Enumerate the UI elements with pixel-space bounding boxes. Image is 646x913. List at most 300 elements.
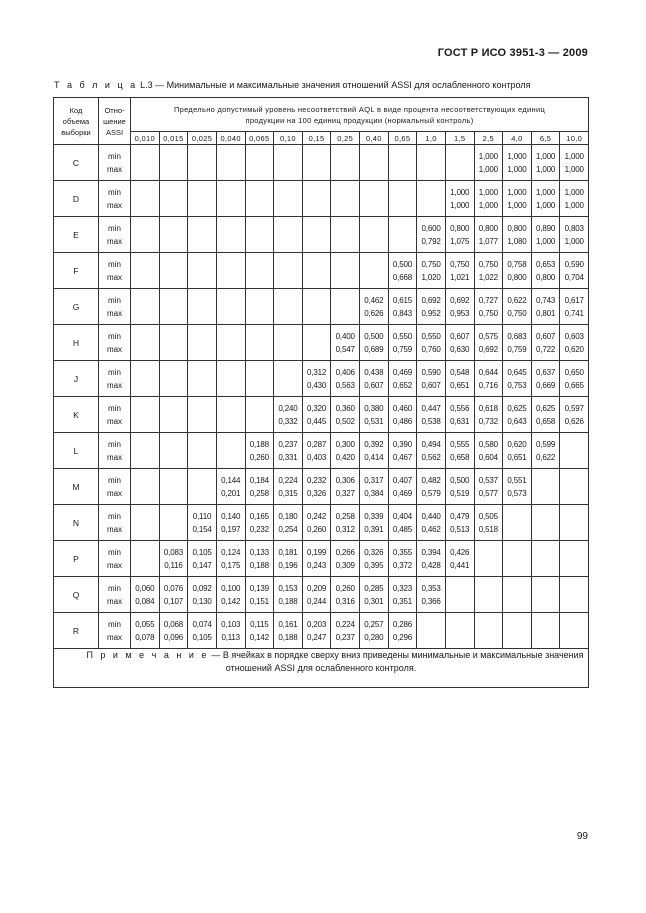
assi-value-cell [388, 613, 417, 649]
min-value: 0,199 [307, 547, 327, 557]
min-value: 0,320 [307, 403, 327, 413]
assi-value-cell [245, 577, 274, 613]
max-value: 0,232 [249, 524, 269, 534]
max-value: 0,562 [421, 452, 441, 462]
assi-value-cell [216, 577, 245, 613]
min-value: 0,180 [278, 511, 298, 521]
min-value: 0,482 [421, 475, 441, 485]
max-value: 0,843 [392, 308, 412, 318]
max-value: 1,000 [564, 164, 584, 174]
min-value: 0,599 [536, 439, 556, 449]
sample-size-code: C [54, 145, 99, 181]
assi-value-cell [274, 469, 303, 505]
sample-size-code: N [54, 505, 99, 541]
assi-value-cell [531, 397, 560, 433]
min-value: 1,000 [478, 187, 498, 197]
table-row [54, 505, 589, 541]
assi-value-cell [445, 433, 474, 469]
assi-value-cell [188, 577, 217, 613]
max-value: 0,759 [392, 344, 412, 354]
max-value: 0,800 [507, 272, 527, 282]
min-value: 0,575 [478, 331, 498, 341]
max-value: 0,196 [278, 560, 298, 570]
assi-value-cell [302, 613, 331, 649]
assi-value-cell [360, 253, 389, 289]
max-value: 0,244 [307, 596, 327, 606]
assi-value-cell [131, 361, 160, 397]
max-value: 1,000 [564, 236, 584, 246]
assi-value-cell [417, 577, 446, 613]
assi-value-cell [188, 541, 217, 577]
assi-value-cell [245, 541, 274, 577]
assi-value-cell [216, 541, 245, 577]
max-value: 0,154 [192, 524, 212, 534]
assi-value-cell [474, 397, 503, 433]
assi-value-cell [245, 145, 274, 181]
assi-value-cell [474, 289, 503, 325]
min-value: 0,537 [478, 475, 498, 485]
min-value: 0,074 [192, 619, 212, 629]
max-value: 0,254 [278, 524, 298, 534]
min-value: 0,597 [564, 403, 584, 413]
max-value: 0,296 [392, 632, 412, 642]
min-value: 0,237 [278, 439, 298, 449]
aql-header-cell: 0,015 [159, 132, 188, 145]
assi-value-cell [360, 325, 389, 361]
assi-value-cell [331, 397, 360, 433]
assi-value-cell [445, 397, 474, 433]
assi-value-cell [331, 325, 360, 361]
assi-value-cell [331, 217, 360, 253]
assi-value-cell [274, 505, 303, 541]
sample-size-code: Q [54, 577, 99, 613]
max-value: 0,626 [364, 308, 384, 318]
min-value: 0,266 [335, 547, 355, 557]
assi-value-cell [560, 397, 589, 433]
assi-value-cell [560, 325, 589, 361]
min-value: 0,590 [421, 367, 441, 377]
min-value: 0,645 [507, 367, 527, 377]
assi-value-cell [188, 505, 217, 541]
assi-value-cell [188, 397, 217, 433]
assi-value-cell [474, 505, 503, 541]
max-value: 0,084 [135, 596, 155, 606]
assi-value-cell [245, 181, 274, 217]
assi-value-cell [388, 289, 417, 325]
max-value: 0,105 [192, 632, 212, 642]
min-value: 0,550 [392, 331, 412, 341]
assi-value-cell [417, 289, 446, 325]
min-value: 0,404 [392, 511, 412, 521]
ratio-label-cell [99, 433, 131, 469]
table-row [54, 613, 589, 649]
sample-size-code: G [54, 289, 99, 325]
min-value: 0,500 [450, 475, 470, 485]
assi-value-cell [474, 613, 503, 649]
assi-value-cell [360, 289, 389, 325]
min-value: 0,692 [421, 295, 441, 305]
min-value: 1,000 [478, 151, 498, 161]
assi-value-cell [245, 469, 274, 505]
min-value: 0,743 [536, 295, 556, 305]
min-value: 0,083 [163, 547, 183, 557]
assi-value-cell [131, 613, 160, 649]
min-value: 0,692 [450, 295, 470, 305]
min-value: 0,438 [364, 367, 384, 377]
assi-value-cell [474, 541, 503, 577]
assi-value-cell [445, 505, 474, 541]
max-value: 0,197 [221, 524, 241, 534]
min-value: 0,161 [278, 619, 298, 629]
min-value: 0,618 [478, 403, 498, 413]
note-label: П р и м е ч а н и е [86, 650, 209, 660]
max-label: max [106, 488, 123, 498]
assi-value-cell [445, 469, 474, 505]
assi-value-cell [417, 217, 446, 253]
assi-value-cell [302, 145, 331, 181]
assi-value-cell [417, 469, 446, 505]
aql-header-cell: 0,025 [188, 132, 217, 145]
sample-size-code: E [54, 217, 99, 253]
max-value: 0,316 [335, 596, 355, 606]
max-value: 0,201 [221, 488, 241, 498]
min-value: 0,105 [192, 547, 212, 557]
aql-header-row [54, 132, 589, 145]
note-text: — В ячейках в порядке сверху вниз приведены минимальные и максимальные значения отношений ASSI для ослабленного контроля. [208, 650, 584, 673]
max-value: 0,607 [364, 380, 384, 390]
min-value: 0,505 [478, 511, 498, 521]
max-value: 0,351 [392, 596, 412, 606]
min-value: 0,407 [392, 475, 412, 485]
table-body [54, 145, 589, 649]
ratio-label-cell [99, 541, 131, 577]
assi-value-cell [159, 469, 188, 505]
max-label: max [106, 164, 123, 174]
aql-header-cell: 4,0 [503, 132, 532, 145]
max-value: 0,247 [307, 632, 327, 642]
max-value: 0,502 [335, 416, 355, 426]
assi-value-cell [417, 541, 446, 577]
min-value: 0,600 [421, 223, 441, 233]
assi-value-cell [445, 289, 474, 325]
col-header-code: Код объема выборки [54, 98, 99, 145]
assi-value-cell [131, 433, 160, 469]
ratio-label-cell [99, 217, 131, 253]
assi-ratio-table [53, 97, 589, 688]
assi-value-cell [388, 541, 417, 577]
table-row [54, 181, 589, 217]
min-value: 0,224 [335, 619, 355, 629]
max-value: 0,260 [249, 452, 269, 462]
min-label: min [108, 187, 121, 197]
assi-value-cell [388, 217, 417, 253]
table-row [54, 577, 589, 613]
min-value: 0,355 [392, 547, 412, 557]
min-value: 0,462 [364, 295, 384, 305]
min-label: min [108, 547, 121, 557]
min-label: min [108, 331, 121, 341]
sample-size-code: R [54, 613, 99, 649]
aql-header-cell: 0,065 [245, 132, 274, 145]
assi-value-cell [445, 577, 474, 613]
min-value: 0,800 [478, 223, 498, 233]
assi-value-cell [188, 217, 217, 253]
max-value: 1,080 [507, 236, 527, 246]
assi-value-cell [445, 181, 474, 217]
max-value: 0,607 [421, 380, 441, 390]
sample-size-code: F [54, 253, 99, 289]
min-value: 0,440 [421, 511, 441, 521]
assi-value-cell [445, 217, 474, 253]
min-value: 0,590 [564, 259, 584, 269]
assi-value-cell [331, 433, 360, 469]
max-label: max [106, 596, 123, 606]
max-value: 0,309 [335, 560, 355, 570]
assi-value-cell [302, 397, 331, 433]
max-value: 0,462 [421, 524, 441, 534]
min-value: 0,133 [249, 547, 269, 557]
assi-value-cell [245, 217, 274, 253]
max-value: 0,573 [507, 488, 527, 498]
max-value: 0,366 [421, 596, 441, 606]
min-value: 0,153 [278, 583, 298, 593]
min-value: 0,144 [221, 475, 241, 485]
max-value: 0,741 [564, 308, 584, 318]
min-value: 0,644 [478, 367, 498, 377]
assi-value-cell [159, 505, 188, 541]
min-value: 0,400 [335, 331, 355, 341]
assi-value-cell [360, 145, 389, 181]
max-value: 0,147 [192, 560, 212, 570]
min-value: 0,727 [478, 295, 498, 305]
assi-value-cell [531, 181, 560, 217]
assi-value-cell [360, 541, 389, 577]
assi-value-cell [445, 253, 474, 289]
min-value: 1,000 [536, 151, 556, 161]
max-value: 0,604 [478, 452, 498, 462]
min-value: 0,460 [392, 403, 412, 413]
max-value: 0,792 [421, 236, 441, 246]
assi-value-cell [188, 289, 217, 325]
assi-value-cell [331, 181, 360, 217]
assi-value-cell [274, 325, 303, 361]
min-value: 0,617 [564, 295, 584, 305]
assi-value-cell [474, 325, 503, 361]
assi-value-cell [131, 325, 160, 361]
assi-value-cell [131, 217, 160, 253]
max-value: 1,000 [536, 236, 556, 246]
min-value: 0,551 [507, 475, 527, 485]
sample-size-code: P [54, 541, 99, 577]
max-label: max [106, 344, 123, 354]
min-value: 0,115 [250, 619, 269, 629]
max-value: 0,732 [478, 416, 498, 426]
max-value: 0,519 [450, 488, 470, 498]
max-value: 0,258 [249, 488, 269, 498]
assi-value-cell [503, 217, 532, 253]
min-value: 0,224 [278, 475, 298, 485]
assi-value-cell [503, 361, 532, 397]
assi-value-cell [274, 397, 303, 433]
max-value: 0,260 [307, 524, 327, 534]
assi-value-cell [274, 145, 303, 181]
assi-value-cell [417, 613, 446, 649]
min-value: 0,055 [135, 619, 155, 629]
min-value: 0,622 [507, 295, 527, 305]
min-value: 0,447 [421, 403, 441, 413]
max-value: 0,384 [364, 488, 384, 498]
max-value: 0,750 [478, 308, 498, 318]
assi-value-cell [474, 361, 503, 397]
assi-value-cell [503, 325, 532, 361]
assi-value-cell [417, 433, 446, 469]
max-value: 0,441 [450, 560, 470, 570]
min-value: 0,469 [392, 367, 412, 377]
min-value: 0,607 [450, 331, 470, 341]
max-value: 0,414 [364, 452, 384, 462]
max-value: 0,750 [507, 308, 527, 318]
aql-header-cell: 2,5 [474, 132, 503, 145]
max-value: 0,643 [507, 416, 527, 426]
min-value: 0,110 [192, 511, 212, 521]
max-value: 0,563 [335, 380, 355, 390]
assi-value-cell [131, 145, 160, 181]
assi-value-cell [560, 253, 589, 289]
min-label: min [108, 151, 121, 161]
aql-header-cell: 0,65 [388, 132, 417, 145]
min-value: 0,683 [507, 331, 527, 341]
max-value: 1,000 [450, 200, 470, 210]
assi-value-cell [131, 577, 160, 613]
max-label: max [106, 236, 123, 246]
assi-value-cell [531, 469, 560, 505]
assi-value-cell [188, 181, 217, 217]
aql-header-cell: 0,15 [302, 132, 331, 145]
max-label: max [106, 560, 123, 570]
max-value: 0,651 [507, 452, 527, 462]
assi-value-cell [560, 181, 589, 217]
assi-value-cell [417, 505, 446, 541]
assi-value-cell [560, 145, 589, 181]
assi-value-cell [302, 361, 331, 397]
min-value: 0,625 [507, 403, 527, 413]
min-value: 0,103 [221, 619, 241, 629]
min-value: 0,625 [536, 403, 556, 413]
min-value: 0,339 [364, 511, 384, 521]
document-header: ГОСТ Р ИСО 3951-3 — 2009 [437, 47, 588, 59]
max-label: max [106, 200, 123, 210]
min-value: 0,203 [307, 619, 327, 629]
assi-value-cell [131, 397, 160, 433]
assi-value-cell [131, 505, 160, 541]
max-value: 1,077 [478, 236, 498, 246]
max-value: 0,630 [450, 344, 470, 354]
assi-value-cell [360, 469, 389, 505]
max-value: 0,430 [307, 380, 327, 390]
assi-value-cell [360, 181, 389, 217]
assi-value-cell [159, 541, 188, 577]
min-value: 0,258 [335, 511, 355, 521]
assi-value-cell [274, 181, 303, 217]
assi-value-cell [388, 397, 417, 433]
min-value: 0,426 [450, 547, 470, 557]
assi-value-cell [188, 613, 217, 649]
assi-value-cell [445, 325, 474, 361]
max-value: 0,620 [564, 344, 584, 354]
assi-value-cell [131, 469, 160, 505]
max-value: 0,237 [335, 632, 355, 642]
assi-value-cell [245, 433, 274, 469]
max-label: max [106, 452, 123, 462]
max-value: 0,631 [450, 416, 470, 426]
min-value: 0,232 [307, 475, 327, 485]
min-value: 1,000 [507, 187, 527, 197]
assi-value-cell [560, 469, 589, 505]
max-value: 0,301 [364, 596, 384, 606]
min-value: 0,550 [421, 331, 441, 341]
assi-value-cell [159, 181, 188, 217]
assi-value-cell [531, 217, 560, 253]
assi-value-cell [131, 181, 160, 217]
min-value: 0,890 [536, 223, 556, 233]
min-label: min [108, 223, 121, 233]
min-value: 0,548 [450, 367, 470, 377]
min-value: 0,285 [364, 583, 384, 593]
assi-value-cell [331, 253, 360, 289]
min-label: min [108, 403, 121, 413]
min-value: 0,750 [478, 259, 498, 269]
max-value: 0,315 [278, 488, 298, 498]
min-value: 0,139 [249, 583, 269, 593]
assi-value-cell [245, 361, 274, 397]
ratio-label-cell [99, 325, 131, 361]
assi-value-cell [360, 577, 389, 613]
assi-value-cell [159, 361, 188, 397]
min-value: 1,000 [536, 187, 556, 197]
caption-text: L.3 — Минимальные и максимальные значения отношений ASSI для ослабленного контроля [137, 80, 531, 90]
note-row [54, 649, 589, 688]
assi-value-cell [445, 145, 474, 181]
min-label: min [108, 475, 121, 485]
assi-value-cell [388, 433, 417, 469]
assi-value-cell [360, 505, 389, 541]
table-row [54, 253, 589, 289]
max-value: 0,952 [421, 308, 441, 318]
assi-value-cell [388, 253, 417, 289]
page-number: 99 [576, 831, 588, 842]
min-value: 0,286 [392, 619, 412, 629]
assi-value-cell [274, 289, 303, 325]
max-value: 0,175 [221, 560, 241, 570]
ratio-label-cell [99, 577, 131, 613]
assi-value-cell [188, 325, 217, 361]
table-row [54, 217, 589, 253]
sample-size-code: J [54, 361, 99, 397]
max-value: 1,000 [536, 164, 556, 174]
min-value: 0,068 [163, 619, 183, 629]
assi-value-cell [302, 181, 331, 217]
min-value: 0,323 [392, 583, 412, 593]
assi-value-cell [159, 433, 188, 469]
assi-value-cell [417, 253, 446, 289]
max-value: 0,485 [392, 524, 412, 534]
assi-value-cell [216, 433, 245, 469]
assi-value-cell [531, 577, 560, 613]
max-value: 0,547 [335, 344, 355, 354]
assi-value-cell [360, 433, 389, 469]
assi-value-cell [159, 253, 188, 289]
aql-header-cell: 1,5 [445, 132, 474, 145]
